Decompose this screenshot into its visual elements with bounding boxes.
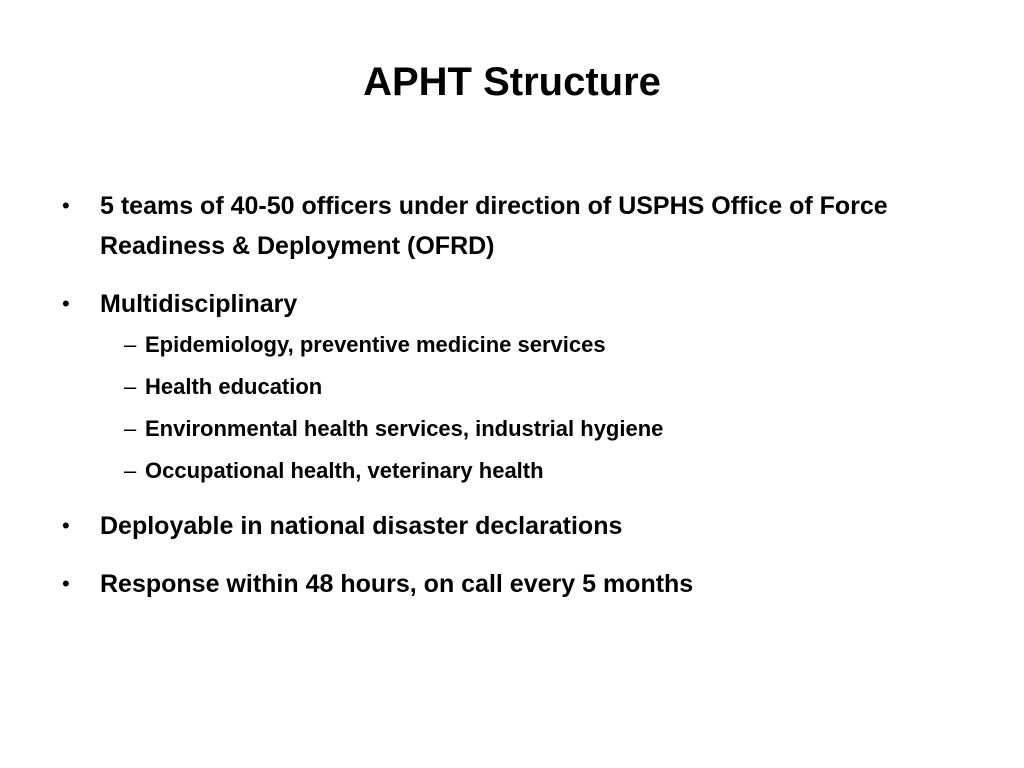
sub-bullet-list (100, 324, 960, 492)
bullet-item (60, 506, 960, 546)
bullet-text: Deployable in national disaster declarations (100, 512, 623, 540)
slide-title: APHT Structure (363, 60, 661, 104)
bullet-dot-icon: • (62, 513, 70, 538)
dash-icon: – (124, 374, 137, 399)
bullet-text: Response within 48 hours, on call every 5 months (100, 570, 694, 598)
sub-bullet-item (100, 408, 960, 450)
sub-bullet-item (100, 366, 960, 408)
bullet-text: 5 teams of 40-50 officers under direction of USPHS Office of Force Readiness & Deployment (OFRD) (100, 192, 888, 260)
sub-bullet-text: Environmental health services, industrial hygiene (145, 416, 664, 441)
bullet-dot-icon: • (62, 571, 70, 596)
bullet-dot-icon: • (62, 291, 70, 316)
sub-bullet-text: Health education (145, 374, 323, 399)
bullet-item (60, 564, 960, 604)
bullet-item (60, 284, 960, 492)
bullet-item (60, 186, 960, 266)
bullet-dot-icon: • (62, 193, 70, 218)
bullet-text: Multidisciplinary (100, 290, 298, 318)
sub-bullet-item (100, 450, 960, 492)
dash-icon: – (124, 458, 137, 483)
sub-bullet-text: Occupational health, veterinary health (145, 458, 544, 483)
dash-icon: – (124, 416, 137, 441)
sub-bullet-text: Epidemiology, preventive medicine services (145, 332, 606, 357)
bullet-list (60, 186, 960, 622)
dash-icon: – (124, 332, 137, 357)
sub-bullet-item (100, 324, 960, 366)
